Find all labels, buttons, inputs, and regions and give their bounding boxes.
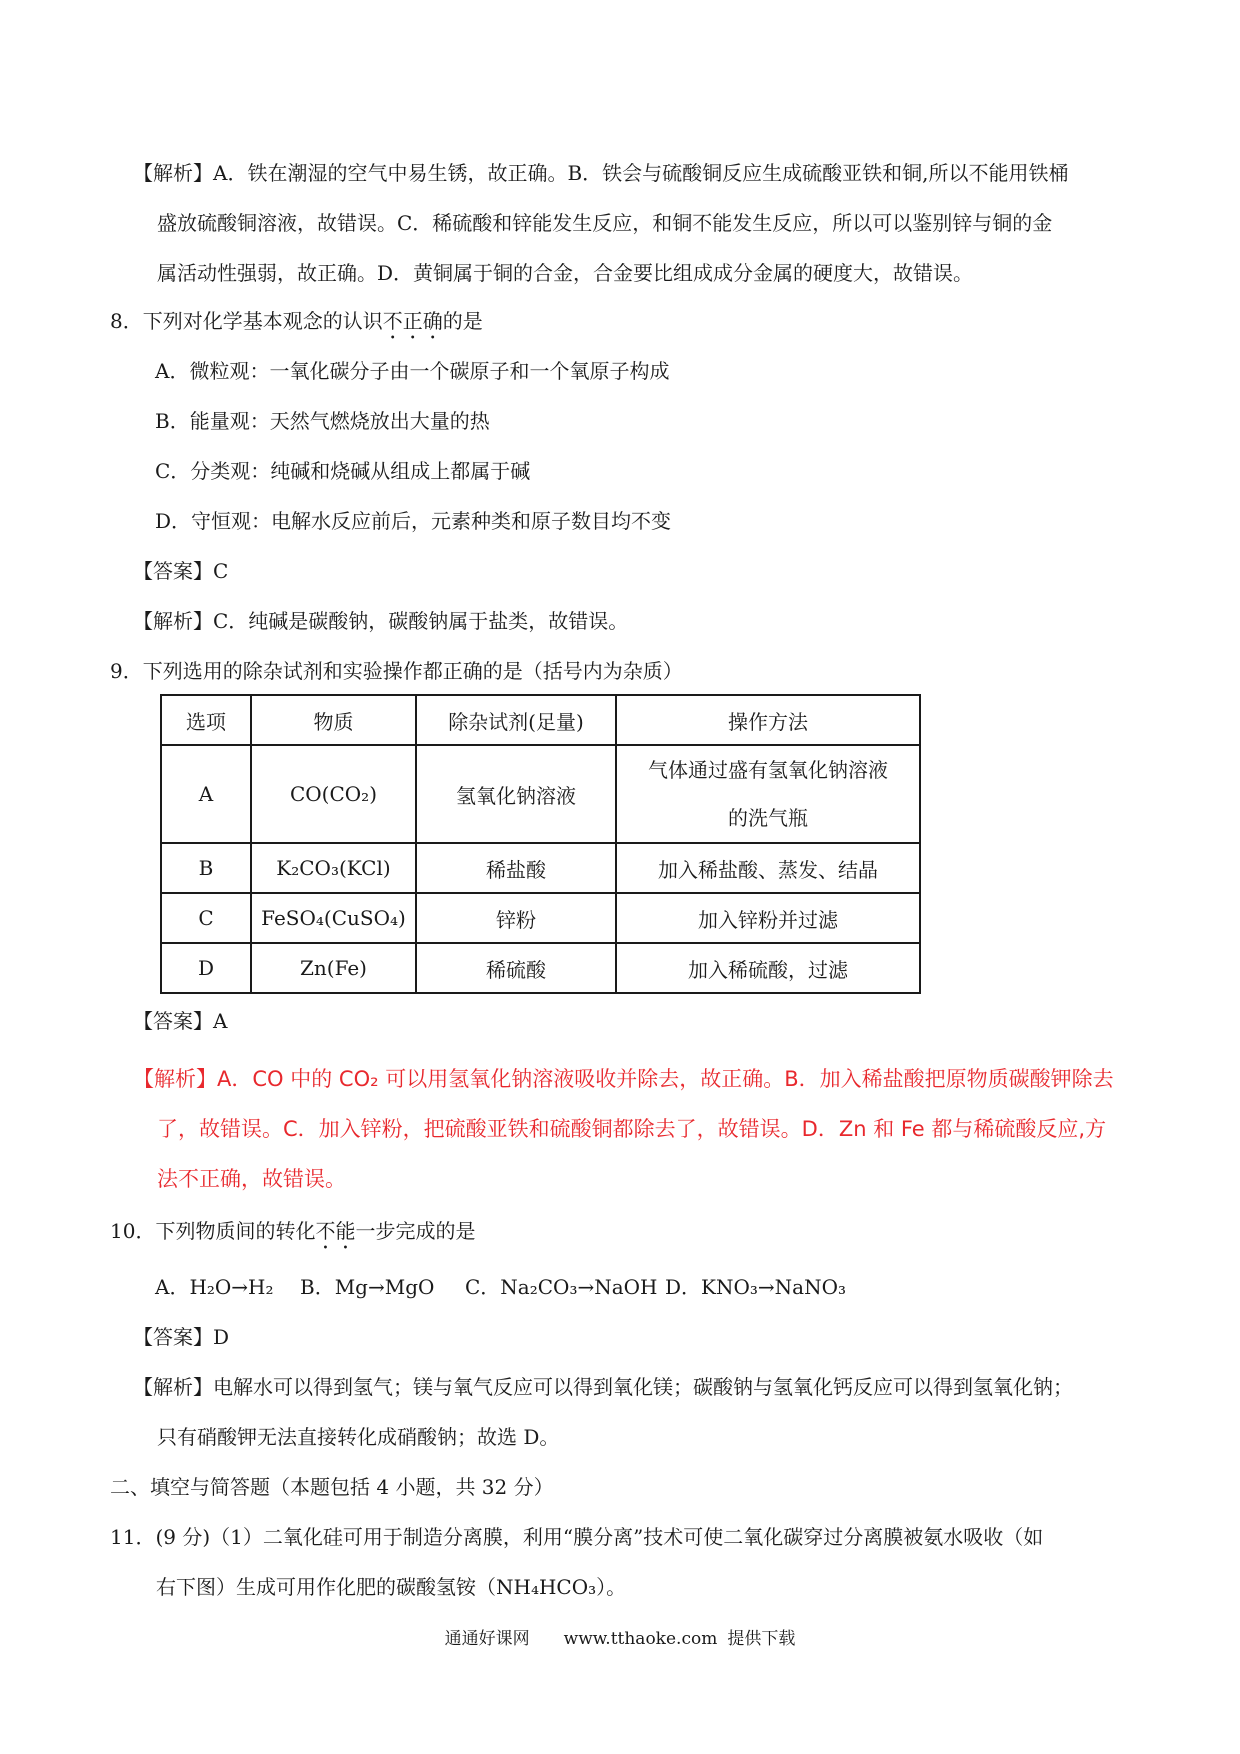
q10-stem: 10．下列物质间的转化不能一步完成的是	[110, 1219, 476, 1243]
q10-answer: 【答案】D	[133, 1325, 230, 1349]
cell-method: 加入稀盐酸、蒸发、结晶	[616, 843, 920, 893]
cell-substance: FeSO₄(CuSO₄)	[251, 893, 416, 943]
footer-url[interactable]: www.tthaoke.com	[563, 1629, 718, 1649]
q9-answer: 【答案】A	[133, 1009, 228, 1033]
cell-option: A	[161, 745, 251, 843]
q7-analysis	[133, 148, 1133, 298]
table-header-row	[161, 695, 920, 745]
cell-method: 加入稀硫酸，过滤	[616, 943, 920, 993]
q8-analysis: 【解析】C．纯碱是碳酸钠，碳酸钠属于盐类，故错误。	[133, 609, 629, 633]
table-row	[161, 745, 920, 843]
q10-options	[155, 1262, 846, 1312]
q10-option-a: A．H₂O→H₂	[155, 1275, 274, 1299]
q8-option-d: D．守恒观：电解水反应前后，元素种类和原子数目均不变	[155, 509, 672, 533]
footer-suffix: 提供下载	[727, 1629, 796, 1649]
table-row	[161, 893, 920, 943]
footer-site: 通通好课网	[444, 1629, 530, 1649]
q9-stem: 9．下列选用的除杂试剂和实验操作都正确的是（括号内为杂质）	[110, 659, 683, 683]
section-heading: 二、填空与简答题（本题包括 4 小题，共 32 分）	[110, 1475, 554, 1499]
page-footer	[0, 1624, 1240, 1649]
q7-analysis-line1: 【解析】A．铁在潮湿的空气中易生锈，故正确。B．铁会与硫酸铜反应生成硫酸亚铁和铜,所以不能用铁桶	[133, 161, 1069, 185]
header-method: 操作方法	[616, 695, 920, 745]
cell-reagent: 氢氧化钠溶液	[416, 745, 616, 843]
q10-option-d: D．KNO₃→NaNO₃	[665, 1275, 846, 1299]
q10-analysis-line2: 只有硝酸钾无法直接转化成硝酸钠；故选 D。	[157, 1425, 560, 1449]
cell-reagent: 稀盐酸	[416, 843, 616, 893]
header-option: 选项	[161, 695, 251, 745]
cell-reagent: 锌粉	[416, 893, 616, 943]
q10-option-c: C．Na₂CO₃→NaOH	[465, 1275, 658, 1299]
q8-option-a: A．微粒观：一氧化碳分子由一个碳原子和一个氧原子构成	[155, 359, 670, 383]
q10-analysis	[133, 1362, 1133, 1462]
q9-analysis	[133, 1054, 1133, 1204]
cell-option: D	[161, 943, 251, 993]
cell-reagent: 稀硫酸	[416, 943, 616, 993]
q9-analysis-line3: 法不正确，故错误。	[157, 1167, 346, 1191]
q10-emphasis: 不能	[315, 1219, 356, 1243]
q8-option-b: B．能量观：天然气燃烧放出大量的热	[155, 409, 490, 433]
table-row	[161, 843, 920, 893]
q11-stem	[110, 1512, 1140, 1612]
q8-option-c: C．分类观：纯碱和烧碱从组成上都属于碱	[155, 459, 531, 483]
q10-option-b: B．Mg→MgO	[300, 1275, 435, 1299]
cell-option: B	[161, 843, 251, 893]
q11-line2: 右下图）生成可用作化肥的碳酸氢铵（NH₄HCO₃）。	[156, 1575, 627, 1599]
cell-method: 气体通过盛有氢氧化钠溶液 的洗气瓶	[616, 745, 920, 843]
cell-option: C	[161, 893, 251, 943]
q11-line1: 11．(9 分)（1）二氧化硅可用于制造分离膜，利用“膜分离”技术可使二氧化碳穿过分离膜被氨水吸收（如	[110, 1525, 1044, 1549]
q9-table	[160, 694, 921, 994]
cell-substance: K₂CO₃(KCl)	[251, 843, 416, 893]
cell-substance: CO(CO₂)	[251, 745, 416, 843]
q8-emphasis: 不正确	[382, 309, 443, 333]
q10-analysis-line1: 【解析】电解水可以得到氢气；镁与氧气反应可以得到氧化镁；碳酸钠与氢氧化钙反应可以得到氢氧化钠；	[133, 1375, 1073, 1399]
q7-analysis-line2: 盛放硫酸铜溶液，故错误。C．稀硫酸和锌能发生反应，和铜不能发生反应，所以可以鉴别锌与铜的金	[157, 211, 1053, 235]
q9-analysis-line2: 了，故错误。C．加入锌粉，把硫酸亚铁和硫酸铜都除去了，故错误。D．Zn 和 Fe 都与稀硫酸反应,方	[157, 1117, 1107, 1141]
cell-method: 加入锌粉并过滤	[616, 893, 920, 943]
header-substance: 物质	[251, 695, 416, 745]
table-row	[161, 943, 920, 993]
header-reagent: 除杂试剂(足量)	[416, 695, 616, 745]
q8-answer: 【答案】C	[133, 559, 229, 583]
q8-stem: 8．下列对化学基本观念的认识不正确的是	[110, 309, 483, 333]
q9-analysis-line1: 【解析】A．CO 中的 CO₂ 可以用氢氧化钠溶液吸收并除去，故正确。B．加入稀盐酸把原物质碳酸钾除去	[133, 1067, 1114, 1091]
q7-analysis-line3: 属活动性强弱，故正确。D．黄铜属于铜的合金，合金要比组成成分金属的硬度大，故错误。	[157, 261, 974, 285]
cell-substance: Zn(Fe)	[251, 943, 416, 993]
